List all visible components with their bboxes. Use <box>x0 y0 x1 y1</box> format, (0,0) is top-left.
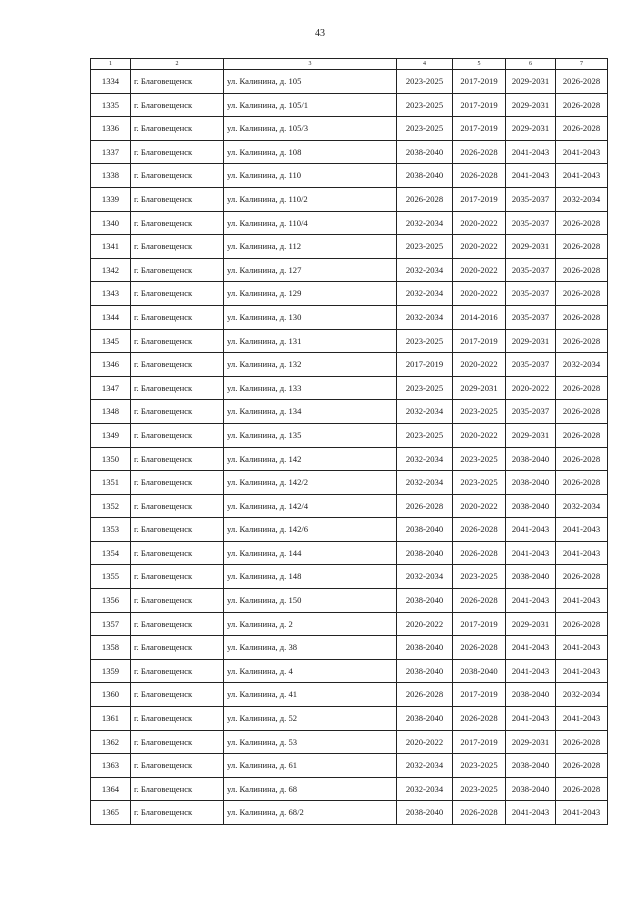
period-cell: 2032-2034 <box>556 353 608 377</box>
period-cell: 2038-2040 <box>506 754 556 778</box>
period-cell: 2029-2031 <box>506 93 556 117</box>
city-cell: г. Благовещенск <box>131 164 224 188</box>
row-number-cell: 1364 <box>91 777 131 801</box>
row-number-cell: 1352 <box>91 494 131 518</box>
column-header: 3 <box>224 59 397 70</box>
address-cell: ул. Калинина, д. 110/2 <box>224 187 397 211</box>
address-cell: ул. Калинина, д. 130 <box>224 305 397 329</box>
period-cell: 2017-2019 <box>453 187 506 211</box>
period-cell: 2023-2025 <box>397 329 453 353</box>
row-number-cell: 1362 <box>91 730 131 754</box>
period-cell: 2041-2043 <box>556 589 608 613</box>
period-cell: 2026-2028 <box>556 282 608 306</box>
period-cell: 2041-2043 <box>556 140 608 164</box>
table-row <box>91 636 608 660</box>
period-cell: 2026-2028 <box>556 258 608 282</box>
city-cell: г. Благовещенск <box>131 258 224 282</box>
table-row <box>91 400 608 424</box>
city-cell: г. Благовещенск <box>131 140 224 164</box>
period-cell: 2038-2040 <box>397 541 453 565</box>
period-cell: 2020-2022 <box>453 211 506 235</box>
table-row <box>91 730 608 754</box>
period-cell: 2026-2028 <box>453 140 506 164</box>
address-cell: ул. Калинина, д. 150 <box>224 589 397 613</box>
period-cell: 2041-2043 <box>506 707 556 731</box>
address-cell: ул. Калинина, д. 110 <box>224 164 397 188</box>
period-cell: 2038-2040 <box>506 565 556 589</box>
address-cell: ул. Калинина, д. 52 <box>224 707 397 731</box>
period-cell: 2038-2040 <box>506 683 556 707</box>
period-cell: 2026-2028 <box>556 471 608 495</box>
period-cell: 2020-2022 <box>453 423 506 447</box>
table-row <box>91 565 608 589</box>
period-cell: 2041-2043 <box>556 518 608 542</box>
table-row <box>91 494 608 518</box>
table-row <box>91 164 608 188</box>
table-row <box>91 447 608 471</box>
period-cell: 2029-2031 <box>506 423 556 447</box>
table-row <box>91 117 608 141</box>
period-cell: 2026-2028 <box>453 707 506 731</box>
table-row <box>91 329 608 353</box>
city-cell: г. Благовещенск <box>131 187 224 211</box>
period-cell: 2041-2043 <box>506 164 556 188</box>
city-cell: г. Благовещенск <box>131 376 224 400</box>
period-cell: 2026-2028 <box>556 376 608 400</box>
address-cell: ул. Калинина, д. 105/1 <box>224 93 397 117</box>
address-cell: ул. Калинина, д. 135 <box>224 423 397 447</box>
row-number-cell: 1351 <box>91 471 131 495</box>
address-cell: ул. Калинина, д. 129 <box>224 282 397 306</box>
period-cell: 2023-2025 <box>397 235 453 259</box>
row-number-cell: 1346 <box>91 353 131 377</box>
period-cell: 2041-2043 <box>506 589 556 613</box>
table-header-row <box>91 59 608 70</box>
period-cell: 2020-2022 <box>506 376 556 400</box>
address-cell: ул. Калинина, д. 131 <box>224 329 397 353</box>
row-number-cell: 1338 <box>91 164 131 188</box>
period-cell: 2041-2043 <box>556 801 608 825</box>
column-header: 4 <box>397 59 453 70</box>
city-cell: г. Благовещенск <box>131 494 224 518</box>
period-cell: 2032-2034 <box>397 754 453 778</box>
table-row <box>91 754 608 778</box>
city-cell: г. Благовещенск <box>131 235 224 259</box>
period-cell: 2029-2031 <box>453 376 506 400</box>
period-cell: 2041-2043 <box>556 636 608 660</box>
period-cell: 2038-2040 <box>397 140 453 164</box>
period-cell: 2017-2019 <box>453 93 506 117</box>
period-cell: 2029-2031 <box>506 612 556 636</box>
column-header: 5 <box>453 59 506 70</box>
table-row <box>91 659 608 683</box>
period-cell: 2038-2040 <box>397 659 453 683</box>
period-cell: 2023-2025 <box>453 754 506 778</box>
row-number-cell: 1344 <box>91 305 131 329</box>
city-cell: г. Благовещенск <box>131 518 224 542</box>
period-cell: 2038-2040 <box>506 777 556 801</box>
table-row <box>91 707 608 731</box>
period-cell: 2017-2019 <box>453 612 506 636</box>
table-row <box>91 211 608 235</box>
address-cell: ул. Калинина, д. 142/2 <box>224 471 397 495</box>
period-cell: 2026-2028 <box>556 730 608 754</box>
city-cell: г. Благовещенск <box>131 777 224 801</box>
period-cell: 2032-2034 <box>397 282 453 306</box>
address-cell: ул. Калинина, д. 68/2 <box>224 801 397 825</box>
table-row <box>91 258 608 282</box>
column-header: 2 <box>131 59 224 70</box>
city-cell: г. Благовещенск <box>131 282 224 306</box>
row-number-cell: 1358 <box>91 636 131 660</box>
period-cell: 2029-2031 <box>506 70 556 94</box>
city-cell: г. Благовещенск <box>131 211 224 235</box>
period-cell: 2035-2037 <box>506 187 556 211</box>
city-cell: г. Благовещенск <box>131 353 224 377</box>
city-cell: г. Благовещенск <box>131 659 224 683</box>
period-cell: 2026-2028 <box>556 93 608 117</box>
row-number-cell: 1355 <box>91 565 131 589</box>
address-cell: ул. Калинина, д. 142/6 <box>224 518 397 542</box>
address-cell: ул. Калинина, д. 127 <box>224 258 397 282</box>
table-row <box>91 423 608 447</box>
city-cell: г. Благовещенск <box>131 117 224 141</box>
period-cell: 2026-2028 <box>453 801 506 825</box>
period-cell: 2041-2043 <box>506 636 556 660</box>
period-cell: 2017-2019 <box>453 683 506 707</box>
period-cell: 2017-2019 <box>453 730 506 754</box>
period-cell: 2041-2043 <box>556 659 608 683</box>
row-number-cell: 1348 <box>91 400 131 424</box>
period-cell: 2023-2025 <box>397 423 453 447</box>
row-number-cell: 1365 <box>91 801 131 825</box>
period-cell: 2026-2028 <box>556 612 608 636</box>
period-cell: 2041-2043 <box>556 707 608 731</box>
period-cell: 2032-2034 <box>397 777 453 801</box>
period-cell: 2041-2043 <box>556 541 608 565</box>
address-cell: ул. Калинина, д. 105/3 <box>224 117 397 141</box>
period-cell: 2023-2025 <box>397 376 453 400</box>
row-number-cell: 1360 <box>91 683 131 707</box>
table-row <box>91 777 608 801</box>
address-cell: ул. Калинина, д. 105 <box>224 70 397 94</box>
period-cell: 2026-2028 <box>397 187 453 211</box>
city-cell: г. Благовещенск <box>131 329 224 353</box>
period-cell: 2038-2040 <box>506 447 556 471</box>
period-cell: 2029-2031 <box>506 235 556 259</box>
period-cell: 2032-2034 <box>556 494 608 518</box>
address-cell: ул. Калинина, д. 68 <box>224 777 397 801</box>
period-cell: 2032-2034 <box>397 565 453 589</box>
row-number-cell: 1349 <box>91 423 131 447</box>
period-cell: 2023-2025 <box>453 565 506 589</box>
period-cell: 2038-2040 <box>397 636 453 660</box>
period-cell: 2032-2034 <box>397 447 453 471</box>
row-number-cell: 1347 <box>91 376 131 400</box>
table-row <box>91 801 608 825</box>
row-number-cell: 1336 <box>91 117 131 141</box>
period-cell: 2026-2028 <box>453 518 506 542</box>
period-cell: 2023-2025 <box>453 447 506 471</box>
period-cell: 2032-2034 <box>397 400 453 424</box>
address-cell: ул. Калинина, д. 112 <box>224 235 397 259</box>
address-cell: ул. Калинина, д. 110/4 <box>224 211 397 235</box>
row-number-cell: 1343 <box>91 282 131 306</box>
address-cell: ул. Калинина, д. 38 <box>224 636 397 660</box>
period-cell: 2026-2028 <box>556 777 608 801</box>
table-row <box>91 187 608 211</box>
period-cell: 2029-2031 <box>506 329 556 353</box>
period-cell: 2032-2034 <box>397 258 453 282</box>
period-cell: 2038-2040 <box>506 494 556 518</box>
row-number-cell: 1335 <box>91 93 131 117</box>
table-row <box>91 70 608 94</box>
city-cell: г. Благовещенск <box>131 683 224 707</box>
city-cell: г. Благовещенск <box>131 541 224 565</box>
period-cell: 2026-2028 <box>556 423 608 447</box>
period-cell: 2026-2028 <box>556 305 608 329</box>
address-cell: ул. Калинина, д. 134 <box>224 400 397 424</box>
period-cell: 2038-2040 <box>397 518 453 542</box>
address-cell: ул. Калинина, д. 53 <box>224 730 397 754</box>
period-cell: 2020-2022 <box>397 612 453 636</box>
period-cell: 2029-2031 <box>506 730 556 754</box>
period-cell: 2035-2037 <box>506 211 556 235</box>
table-row <box>91 282 608 306</box>
row-number-cell: 1350 <box>91 447 131 471</box>
period-cell: 2032-2034 <box>397 211 453 235</box>
row-number-cell: 1359 <box>91 659 131 683</box>
table-row <box>91 683 608 707</box>
period-cell: 2035-2037 <box>506 353 556 377</box>
table-row <box>91 541 608 565</box>
row-number-cell: 1341 <box>91 235 131 259</box>
period-cell: 2023-2025 <box>397 117 453 141</box>
period-cell: 2023-2025 <box>397 70 453 94</box>
row-number-cell: 1334 <box>91 70 131 94</box>
period-cell: 2023-2025 <box>453 400 506 424</box>
period-cell: 2035-2037 <box>506 258 556 282</box>
table-row <box>91 305 608 329</box>
period-cell: 2038-2040 <box>506 471 556 495</box>
address-cell: ул. Калинина, д. 41 <box>224 683 397 707</box>
table-row <box>91 518 608 542</box>
city-cell: г. Благовещенск <box>131 400 224 424</box>
row-number-cell: 1345 <box>91 329 131 353</box>
column-header: 7 <box>556 59 608 70</box>
period-cell: 2038-2040 <box>397 801 453 825</box>
city-cell: г. Благовещенск <box>131 730 224 754</box>
period-cell: 2020-2022 <box>453 235 506 259</box>
period-cell: 2017-2019 <box>453 70 506 94</box>
period-cell: 2041-2043 <box>506 140 556 164</box>
period-cell: 2038-2040 <box>397 164 453 188</box>
address-cell: ул. Калинина, д. 108 <box>224 140 397 164</box>
table-body <box>91 70 608 825</box>
period-cell: 2032-2034 <box>556 187 608 211</box>
period-cell: 2026-2028 <box>397 494 453 518</box>
table-row <box>91 612 608 636</box>
period-cell: 2020-2022 <box>453 494 506 518</box>
period-cell: 2038-2040 <box>397 589 453 613</box>
city-cell: г. Благовещенск <box>131 612 224 636</box>
address-cell: ул. Калинина, д. 148 <box>224 565 397 589</box>
period-cell: 2032-2034 <box>556 683 608 707</box>
period-cell: 2020-2022 <box>453 282 506 306</box>
period-cell: 2026-2028 <box>453 589 506 613</box>
period-cell: 2023-2025 <box>397 93 453 117</box>
housing-repair-schedule-table <box>90 58 608 825</box>
city-cell: г. Благовещенск <box>131 754 224 778</box>
city-cell: г. Благовещенск <box>131 636 224 660</box>
row-number-cell: 1342 <box>91 258 131 282</box>
period-cell: 2026-2028 <box>556 117 608 141</box>
column-header: 6 <box>506 59 556 70</box>
row-number-cell: 1356 <box>91 589 131 613</box>
table-row <box>91 589 608 613</box>
period-cell: 2017-2019 <box>453 117 506 141</box>
period-cell: 2026-2028 <box>453 541 506 565</box>
city-cell: г. Благовещенск <box>131 471 224 495</box>
period-cell: 2026-2028 <box>556 400 608 424</box>
city-cell: г. Благовещенск <box>131 801 224 825</box>
period-cell: 2026-2028 <box>556 565 608 589</box>
address-cell: ул. Калинина, д. 144 <box>224 541 397 565</box>
period-cell: 2041-2043 <box>556 164 608 188</box>
period-cell: 2014-2016 <box>453 305 506 329</box>
row-number-cell: 1337 <box>91 140 131 164</box>
table-row <box>91 235 608 259</box>
period-cell: 2026-2028 <box>556 329 608 353</box>
period-cell: 2017-2019 <box>453 329 506 353</box>
address-cell: ул. Калинина, д. 4 <box>224 659 397 683</box>
period-cell: 2032-2034 <box>397 305 453 329</box>
period-cell: 2020-2022 <box>453 258 506 282</box>
period-cell: 2038-2040 <box>453 659 506 683</box>
period-cell: 2032-2034 <box>397 471 453 495</box>
period-cell: 2026-2028 <box>556 70 608 94</box>
address-cell: ул. Калинина, д. 133 <box>224 376 397 400</box>
address-cell: ул. Калинина, д. 142 <box>224 447 397 471</box>
period-cell: 2020-2022 <box>453 353 506 377</box>
period-cell: 2035-2037 <box>506 282 556 306</box>
period-cell: 2026-2028 <box>397 683 453 707</box>
period-cell: 2029-2031 <box>506 117 556 141</box>
period-cell: 2026-2028 <box>556 235 608 259</box>
city-cell: г. Благовещенск <box>131 305 224 329</box>
period-cell: 2023-2025 <box>453 777 506 801</box>
period-cell: 2035-2037 <box>506 305 556 329</box>
row-number-cell: 1340 <box>91 211 131 235</box>
city-cell: г. Благовещенск <box>131 565 224 589</box>
row-number-cell: 1339 <box>91 187 131 211</box>
period-cell: 2026-2028 <box>453 636 506 660</box>
period-cell: 2041-2043 <box>506 518 556 542</box>
city-cell: г. Благовещенск <box>131 93 224 117</box>
table-row <box>91 471 608 495</box>
period-cell: 2041-2043 <box>506 541 556 565</box>
period-cell: 2017-2019 <box>397 353 453 377</box>
city-cell: г. Благовещенск <box>131 589 224 613</box>
address-cell: ул. Калинина, д. 61 <box>224 754 397 778</box>
period-cell: 2026-2028 <box>556 754 608 778</box>
row-number-cell: 1361 <box>91 707 131 731</box>
row-number-cell: 1354 <box>91 541 131 565</box>
table-row <box>91 140 608 164</box>
city-cell: г. Благовещенск <box>131 70 224 94</box>
table-row <box>91 93 608 117</box>
city-cell: г. Благовещенск <box>131 707 224 731</box>
period-cell: 2038-2040 <box>397 707 453 731</box>
period-cell: 2026-2028 <box>556 447 608 471</box>
row-number-cell: 1353 <box>91 518 131 542</box>
city-cell: г. Благовещенск <box>131 423 224 447</box>
period-cell: 2041-2043 <box>506 659 556 683</box>
period-cell: 2026-2028 <box>453 164 506 188</box>
address-cell: ул. Калинина, д. 142/4 <box>224 494 397 518</box>
period-cell: 2035-2037 <box>506 400 556 424</box>
page-number: 43 <box>315 28 325 39</box>
address-cell: ул. Калинина, д. 132 <box>224 353 397 377</box>
row-number-cell: 1357 <box>91 612 131 636</box>
table-row <box>91 376 608 400</box>
period-cell: 2020-2022 <box>397 730 453 754</box>
row-number-cell: 1363 <box>91 754 131 778</box>
period-cell: 2026-2028 <box>556 211 608 235</box>
period-cell: 2023-2025 <box>453 471 506 495</box>
city-cell: г. Благовещенск <box>131 447 224 471</box>
period-cell: 2041-2043 <box>506 801 556 825</box>
address-cell: ул. Калинина, д. 2 <box>224 612 397 636</box>
table-row <box>91 353 608 377</box>
column-header: 1 <box>91 59 131 70</box>
